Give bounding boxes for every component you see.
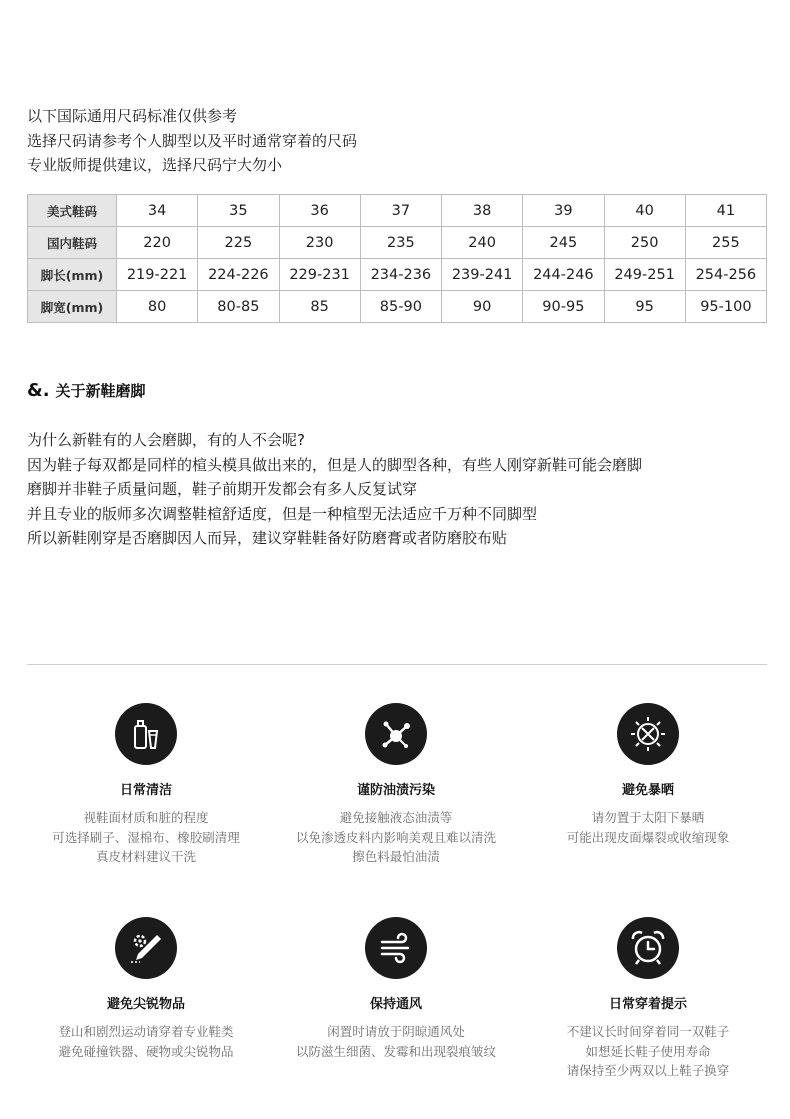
care-desc-line: 可选择刷子、湿棉布、橡胶刷清理 bbox=[52, 829, 240, 845]
care-item-ventilation bbox=[266, 917, 526, 1061]
sun-crossed-icon bbox=[617, 703, 679, 765]
care-desc-line: 视鞋面材质和脏的程度 bbox=[83, 810, 209, 825]
sharp-tool-icon bbox=[115, 917, 177, 979]
care-desc-line: 登山和剧烈运动请穿着专业鞋类 bbox=[58, 1024, 234, 1039]
table-cell: 38 bbox=[442, 195, 523, 227]
wind-icon bbox=[365, 917, 427, 979]
stain-splash-icon bbox=[365, 703, 427, 765]
table-cell: 85-90 bbox=[360, 291, 441, 323]
table-cell: 80-85 bbox=[198, 291, 279, 323]
section-title-text: 关于新鞋磨脚 bbox=[55, 382, 146, 400]
table-cell: 250 bbox=[604, 227, 685, 259]
table-cell: 245 bbox=[523, 227, 604, 259]
faq-line: 所以新鞋刚穿是否磨脚因人而异，建议穿鞋鞋备好防磨膏或者防磨胶布贴 bbox=[27, 529, 508, 547]
table-cell: 225 bbox=[198, 227, 279, 259]
faq-line: 并且专业的版师多次调整鞋楦舒适度，但是一种楦型无法适应千万种不同脚型 bbox=[27, 504, 538, 523]
table-cell: 80 bbox=[117, 291, 198, 323]
care-desc-line: 以免渗透皮料内影响美观且难以清洗 bbox=[295, 829, 496, 845]
table-cell: 224-226 bbox=[198, 259, 279, 291]
table-cell: 34 bbox=[117, 195, 198, 227]
row-header: 国内鞋码 bbox=[28, 227, 117, 259]
table-cell: 90-95 bbox=[523, 291, 604, 323]
faq-line: 因为鞋子每双都是同样的楦头模具做出来的，但是人的脚型各种，有些人刚穿新鞋可能会磨脚 bbox=[27, 455, 643, 474]
table-cell: 220 bbox=[117, 227, 198, 259]
table-cell: 90 bbox=[442, 291, 523, 323]
care-description bbox=[518, 1022, 778, 1081]
care-desc-line: 以防滋生细菌、发霉和出现裂痕皱纹 bbox=[295, 1043, 496, 1059]
row-header: 脚宽(mm) bbox=[28, 291, 117, 323]
table-cell: 230 bbox=[279, 227, 360, 259]
alarm-clock-icon bbox=[617, 917, 679, 979]
care-item-sharp bbox=[16, 917, 276, 1061]
care-desc-line: 避免接触液态油渍等 bbox=[339, 810, 453, 825]
table-cell: 229-231 bbox=[279, 259, 360, 291]
care-description bbox=[16, 808, 276, 867]
care-desc-line: 可能出现皮面爆裂或收缩现象 bbox=[566, 829, 730, 845]
care-desc-line: 不建议长时间穿着同一双鞋子 bbox=[566, 1024, 730, 1039]
care-item-cleaning bbox=[16, 703, 276, 867]
intro-notes bbox=[27, 104, 357, 178]
table-cell: 255 bbox=[685, 227, 766, 259]
care-desc-line: 请勿置于太阳下暴晒 bbox=[591, 810, 705, 825]
care-description bbox=[518, 808, 778, 847]
table-row bbox=[28, 227, 767, 259]
table-cell: 244-246 bbox=[523, 259, 604, 291]
section-divider bbox=[27, 664, 767, 665]
table-row bbox=[28, 259, 767, 291]
table-cell: 85 bbox=[279, 291, 360, 323]
care-title: 避免尖锐物品 bbox=[106, 997, 185, 1012]
table-cell: 41 bbox=[685, 195, 766, 227]
intro-line: 以下国际通用尺码标准仅供参考 bbox=[27, 107, 238, 125]
faq-paragraph bbox=[27, 428, 642, 551]
care-description bbox=[266, 808, 526, 867]
section-heading bbox=[27, 380, 146, 401]
section-marker: &. bbox=[27, 380, 50, 401]
table-cell: 39 bbox=[523, 195, 604, 227]
intro-line: 选择尺码请参考个人脚型以及平时通常穿着的尺码 bbox=[27, 131, 358, 150]
care-description bbox=[266, 1022, 526, 1061]
table-cell: 35 bbox=[198, 195, 279, 227]
care-desc-line: 如想延长鞋子使用寿命 bbox=[585, 1043, 711, 1059]
care-title: 日常清洁 bbox=[119, 783, 172, 798]
table-cell: 219-221 bbox=[117, 259, 198, 291]
size-chart-table bbox=[27, 194, 767, 323]
care-title: 保持通风 bbox=[369, 997, 422, 1012]
row-header: 脚长(mm) bbox=[28, 259, 117, 291]
table-cell: 36 bbox=[279, 195, 360, 227]
table-cell: 239-241 bbox=[442, 259, 523, 291]
intro-line: 专业版师提供建议，选择尺码宁大勿小 bbox=[27, 156, 283, 174]
faq-line: 为什么新鞋有的人会磨脚，有的人不会呢? bbox=[27, 431, 305, 449]
care-desc-line: 真皮材料建议干洗 bbox=[95, 849, 196, 864]
care-title: 谨防油渍污染 bbox=[356, 783, 435, 798]
care-title: 避免暴晒 bbox=[621, 783, 674, 798]
care-desc-line: 请保持至少两双以上鞋子换穿 bbox=[566, 1063, 730, 1078]
table-cell: 234-236 bbox=[360, 259, 441, 291]
row-header: 美式鞋码 bbox=[28, 195, 117, 227]
care-item-stain bbox=[266, 703, 526, 867]
table-cell: 40 bbox=[604, 195, 685, 227]
table-cell: 95-100 bbox=[685, 291, 766, 323]
table-cell: 240 bbox=[442, 227, 523, 259]
table-row bbox=[28, 195, 767, 227]
table-cell: 235 bbox=[360, 227, 441, 259]
care-item-sun bbox=[518, 703, 778, 847]
table-cell: 249-251 bbox=[604, 259, 685, 291]
care-desc-line: 避免碰撞铁器、硬物或尖锐物品 bbox=[58, 1043, 234, 1059]
care-desc-line: 擦色料最怕油渍 bbox=[352, 849, 440, 864]
care-item-wear-tips bbox=[518, 917, 778, 1081]
table-cell: 95 bbox=[604, 291, 685, 323]
table-row bbox=[28, 291, 767, 323]
table-cell: 254-256 bbox=[685, 259, 766, 291]
cleaning-bottles-icon bbox=[115, 703, 177, 765]
faq-line: 磨脚并非鞋子质量问题，鞋子前期开发都会有多人反复试穿 bbox=[27, 480, 418, 498]
care-desc-line: 闲置时请放于阴晾通风处 bbox=[327, 1024, 465, 1039]
care-title: 日常穿着提示 bbox=[608, 997, 687, 1012]
table-cell: 37 bbox=[360, 195, 441, 227]
care-description bbox=[16, 1022, 276, 1061]
